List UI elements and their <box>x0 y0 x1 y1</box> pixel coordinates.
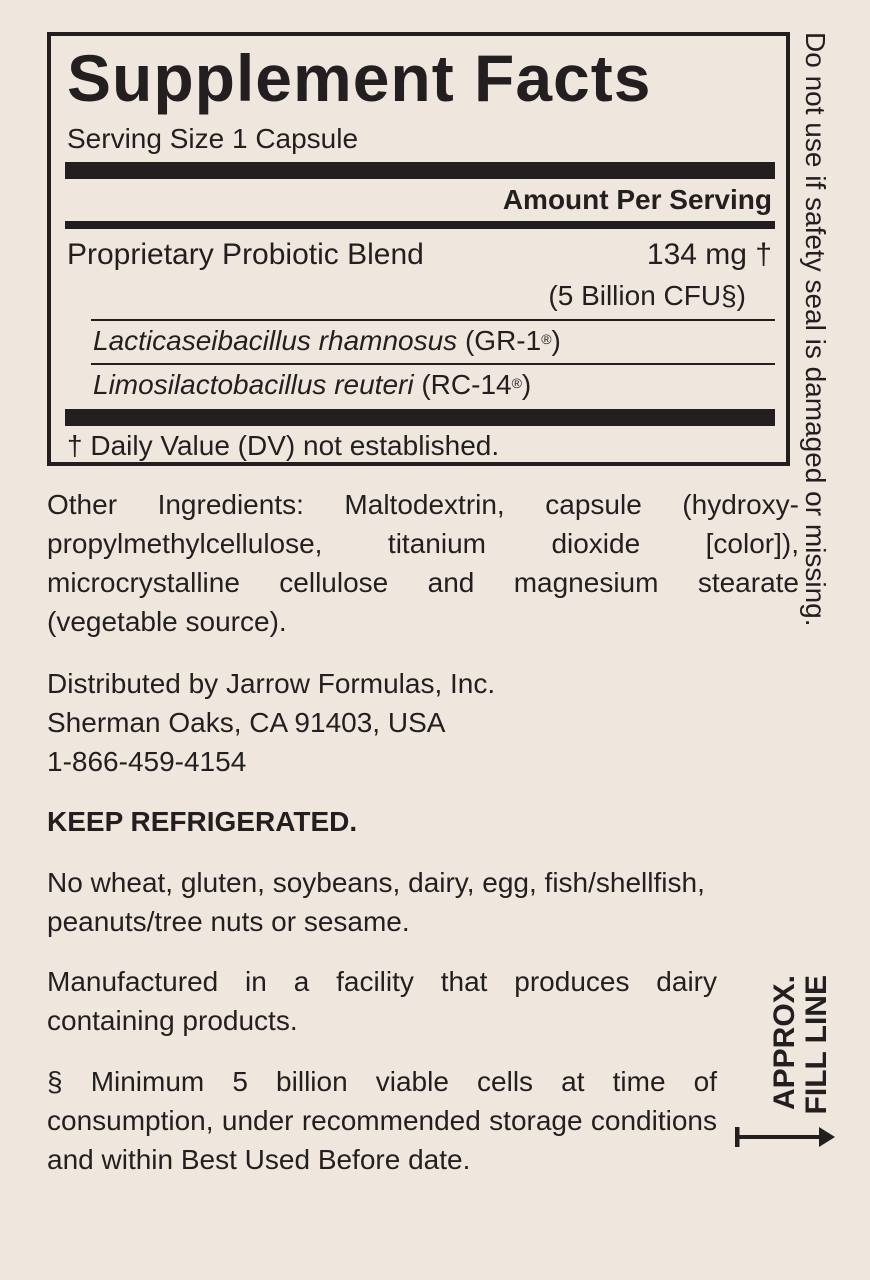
registered-mark: ® <box>541 331 552 347</box>
blend-amount: 134 mg † <box>646 238 772 271</box>
blend-cfu: (5 Billion CFU§) <box>548 280 746 311</box>
divider-thin <box>91 363 775 365</box>
strain-code: (GR-1 <box>464 325 542 356</box>
strain-name: Limosilactobacillus reuteri <box>93 369 414 400</box>
serving-size: Serving Size 1 Capsule <box>67 123 359 154</box>
other-ingredients: Other Ingredients: Maltodextrin, capsule (hydroxy-propylmethylcellulose, titanium dioxide [color]), microcrystalline cellulose and magnesium stearate (vegetable source). <box>47 489 799 637</box>
fill-line-label <box>769 975 833 1135</box>
divider-thin <box>91 319 775 321</box>
strain-name: Lacticaseibacillus rhamnosus <box>93 325 458 356</box>
distributor-block <box>47 664 495 781</box>
supplement-facts-panel <box>47 32 790 466</box>
allergen-line: No wheat, gluten, soybeans, dairy, egg, fish/shellfish, <box>47 867 705 898</box>
safety-seal-text: Do not use if safety seal is damaged or missing. <box>800 32 831 627</box>
strain-row <box>93 323 561 359</box>
fill-line-text: FILL LINE <box>800 975 833 1115</box>
allergen-statement <box>47 863 799 941</box>
allergen-line: peanuts/tree nuts or sesame. <box>47 906 410 937</box>
distributor-name: Distributed by Jarrow Formulas, Inc. <box>47 668 496 699</box>
distributor-address: Sherman Oaks, CA 91403, USA <box>47 707 446 738</box>
fill-line-marker <box>735 975 835 1155</box>
divider-thick <box>65 162 775 179</box>
strain-row <box>93 367 531 403</box>
panel-title: Supplement Facts <box>67 41 652 115</box>
distributor-phone: 1-866-459-4154 <box>47 746 247 777</box>
registered-mark: ® <box>511 375 522 391</box>
divider-medium <box>65 221 775 229</box>
fill-line-approx: APPROX. <box>768 975 801 1111</box>
amount-per-serving-header: Amount Per Serving <box>502 184 772 215</box>
manufacturing-statement: Manufactured in a facility that produces dairy containing products. <box>47 966 717 1036</box>
daily-value-note: † Daily Value (DV) not established. <box>67 430 500 461</box>
strain-code: (RC-14 <box>421 369 512 400</box>
strain-code-close: ) <box>551 325 561 356</box>
minimum-cfu-note: § Minimum 5 billion viable cells at time of consumption, under recommended storage conditions and within Best Used Before date. <box>47 1066 717 1175</box>
blend-name: Proprietary Probiotic Blend <box>67 238 424 271</box>
keep-refrigerated: KEEP REFRIGERATED. <box>47 806 358 837</box>
divider-thick-bottom <box>65 409 775 426</box>
strain-code-close: ) <box>521 369 532 400</box>
